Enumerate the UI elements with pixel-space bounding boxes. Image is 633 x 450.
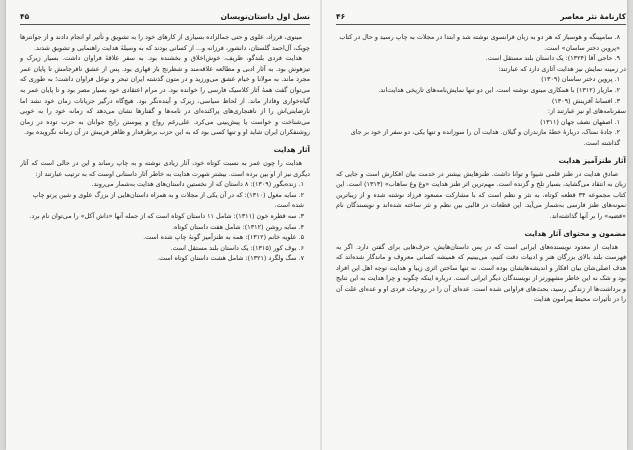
section-heading: آثار هدایت xyxy=(273,144,310,154)
book-spread xyxy=(6,0,627,450)
header-title: نسل اول داستان‌نویسان xyxy=(220,12,310,21)
right-page xyxy=(336,0,626,450)
plays-list xyxy=(336,74,626,106)
left-page xyxy=(20,0,310,450)
paragraph: هدایت از معدود نویسنده‌های ایرانی است که در پس داستان‌هایش، حرف‌هایی برای گفتن دارد. اگر به فهرست بلند بالای بزرگان هنر و ادبیات دقت کنیم، می‌بینیم که همیشه کسانی معروف و ماندگار شده‌اند که هدف اصلی‌شان بیان افکار و اندیشه‌هایشان بوده است. نه تنها ساختن اثری زیبا و هدایت توجه اهل این افراد بود و شک نه این خاطر مشهورتر از نویسندگان دیگر ایرانی است. درباره اینکه چگونه و چرا هدایت به این نتایج و برداشت‌ها از زندگی رسید، بحث‌های فراوانی شده است. عده‌ای آن را در روحیات فردی او و عده‌ای علت آن را در تأثیرات محیط پیرامون هدایت xyxy=(336,242,626,304)
paragraph: صادق هدایت در طنز قلمی شیوا و توانا داشت. طنزهایش بیشتر در خدمت بیان افکارش است و جایی که زبان به انتقاد می‌گشاید، بسیار تلخ و گزنده است. مهم‌ترین اثر طنز هدایت «وغ وغ ساهاب» (۱۳۱۳) است. این کتاب مجموعه ۳۴ قطعه کوتاه، به نثر و نظم است که با مشارکت مسعود فرزاد نوشته شده و از زیباترین نمونه‌های طنز فارسی به‌شمار می‌آید. این قطعات در قالبی بین نظم و نثر ساخته شده‌اند و نویسندگان نام «قضیه» را بر آنها گذاشته‌اند. xyxy=(336,169,626,220)
page-body xyxy=(20,32,310,446)
works-list-continued xyxy=(336,32,626,64)
book-gutter xyxy=(320,0,322,450)
page-body xyxy=(336,32,626,446)
list-item: ۲. جادهٔ نمناک، دربارهٔ خطهٔ مازندران و گیلان. هدایت آن را سوزانده و تنها یکی، دو سفر از خود بر جای گذاشته است. xyxy=(350,128,620,147)
travel-list xyxy=(336,117,626,149)
list-item: ۳. سه قطره خون (۱۳۱۱): شامل ۱۱ داستان کوتاه است که از جمله آنها «داش آکل» را می‌توان نام برد. xyxy=(29,211,304,220)
running-header xyxy=(336,10,626,25)
running-header xyxy=(20,10,310,25)
list-item: ۶. بوف کور (۱۳۱۵): یک داستان بلند مستقل است. xyxy=(170,243,304,252)
list-item: ۷. سگ ولگرد (۱۳۲۱): شامل هشت داستان کوتاه است. xyxy=(157,254,304,263)
list-item: ۳. افسانهٔ آفرینش (۱۳۰۹) xyxy=(551,96,620,105)
paragraph: مینوی، فرزاد، علوی و حتی جمالزاده بسیاری از کارهای خود را به تشویق و تأثیر او انجام دادند و از جوانترها چوبک، آل‌احمد گلستان، دانشور، فرزانه و... از کسانی بودند که به وسیلهٔ هدایت راهنمایی و تشویق شدند. xyxy=(20,33,310,52)
list-item: ۲. مازیار (۱۳۱۲) با همکاری مینوی نوشته است. این دو تنها نمایش‌نامه‌های تاریخی هدایت‌اند. xyxy=(378,85,620,94)
list-item: ۹. حاجی آقا (۱۳۲۴): یک داستان بلند مستقل است. xyxy=(485,54,620,63)
section-heading: مضمون و محتوای آثار هدایت xyxy=(524,228,626,238)
paragraph: هدایت را چون عمر به نسبت کوتاه خود، آثار زیادی نوشته و به چاپ رساند و این در حالی است که آثار دیگری نیز از او بین برده است. بیشتر شهرت هدایت به خاطر آثار داستانی اوست که به ترتیب عبارتند از: xyxy=(20,158,310,178)
works-list xyxy=(20,179,310,264)
page-number: ۴۶ xyxy=(336,12,346,21)
list-item: ۸. سامپینگه و هوسباز که هر دو به زبان فرانسوی نوشته شد و ابتدا در مجلات به چاپ رسید و حال در کتاب «پروین دختر ساسان» است. xyxy=(339,33,620,52)
page-number: ۴۵ xyxy=(20,12,30,21)
paragraph: هدایت فردی بلندگو، ظریف، خوش‌اخلاق و بخشنده بود. به سفر علاقهٔ فراوان داشت. بسیار زیرک و تیزهوش بود. به آثار ادبی و مطالعه علاقه‌مند و شطرنج باز قهاری بود. پس از عشق نافرجامش تا پایان عمر مجرد ماند. به مولانا و خیام عشق می‌ورزید و در متون گذشته ایران تبحر و توغل فراوان داشت؛ به طوری که می‌توان گفت همهٔ آثار کلاسیک فارسی را خوانده بود. در مرام اعتقادی خود بسیار مصر بود و تا پایان عمر به گیاه‌خواری وفادار ماند. از لحاظ سیاسی، زیرک و آینده‌نگر بود. هیچ‌گاه درگیر جریانات زمان خود نشد اما نارضایتی‌اش را از ناهنجاری‌های پراکنده‌ای در نامه‌ها و گفتارها نشان می‌دهد که زمانه خود را به خوبی می‌شناخت و خواست یا پیش‌بینی می‌کرد. علی‌رغم رواج و پیوستن رایج جوانان به حزب توده در زمان روشنفکران ایران شاید او و تنها کسی بود که به این حزب برطرفدار و ظاهر فریبش در آن زمانه نگرویده بود. xyxy=(20,54,310,137)
list-item: ۴. سایه روشن (۱۳۱۲): شامل هفت داستان کوتاه. xyxy=(172,222,304,231)
header-title: کارنامهٔ نثر معاصر xyxy=(560,12,626,21)
list-item: ۱. اصفهان نصف جهان (۱۳۱۱) xyxy=(540,117,620,126)
list-item: ۱. پروین دختر ساسان (۱۳۰۹) xyxy=(541,75,620,84)
list-item: ۱. زنده‌بگور (۱۳۰۹): ۸ داستان که از نخستین داستان‌های هدایت به‌شمار می‌روند. xyxy=(91,180,304,189)
paragraph: سفرنامه‌های او نیز عبارتند از: xyxy=(547,107,626,116)
section-heading: آثار طنزآمیز هدایت xyxy=(558,155,626,165)
list-item: ۲. سایه مغول (۱۳۱۰): که در آن یکی از مجلات و به همراه داستان‌هایی از بزرگ علوی و شین پرتو چاپ شده است. xyxy=(32,190,304,210)
paragraph: در زمینه نمایش نیز هدایت آثاری دارد که عبارتند: xyxy=(498,64,626,73)
list-item: ۵. علویه خانم (۱۳۱۲): همه به طنزآمیز گونهٔ چاپ شده است. xyxy=(143,233,304,242)
